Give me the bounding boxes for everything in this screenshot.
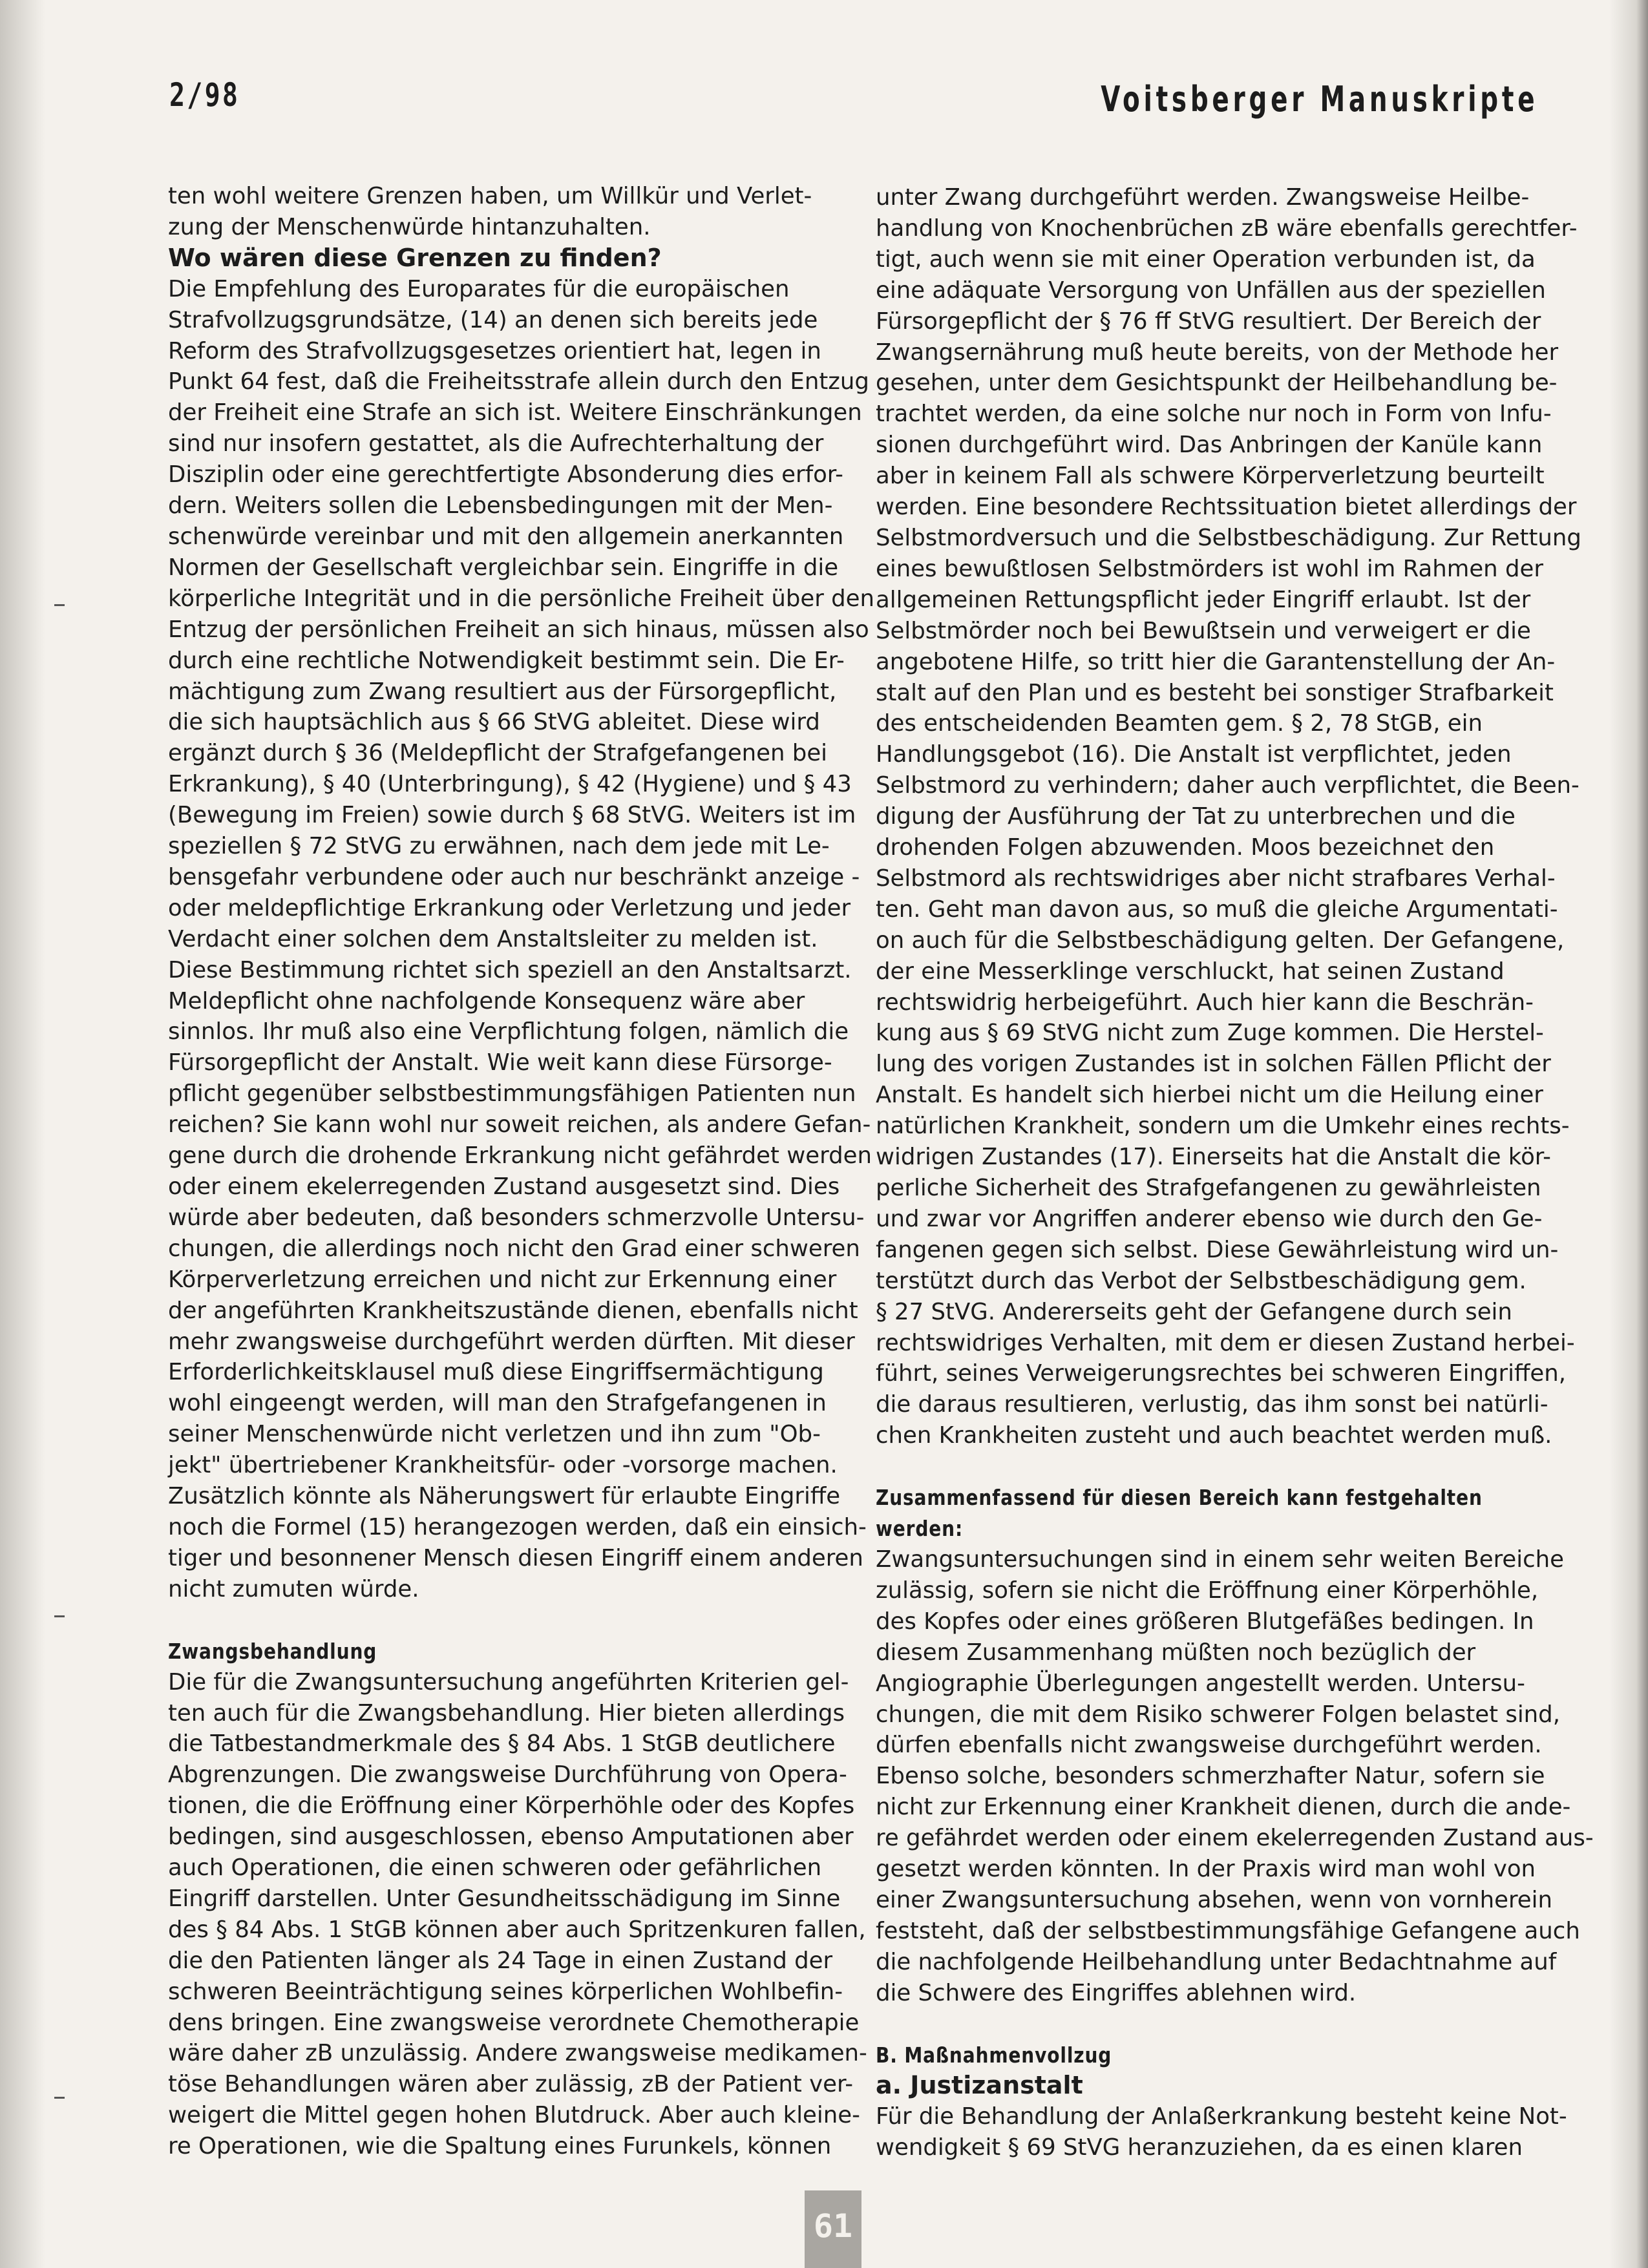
section-heading-massnahmenvollzug: B. Maßnahmenvollzug	[876, 2042, 1112, 2068]
journal-title: Voitsberger Manuskripte	[1100, 79, 1538, 120]
text-line: die Tatbestandmerkmale des § 84 Abs. 1 StGB deutlichere	[168, 1730, 836, 1758]
text-line: Selbstmord zu verhindern; daher auch verpflichtet, die Been-	[876, 772, 1579, 799]
intro-text	[168, 181, 818, 243]
margin-mark	[54, 2097, 65, 2099]
text-line: widrigen Zustandes (17). Einerseits hat die Anstalt die kör-	[876, 1144, 1551, 1171]
text-line: Verdacht einer solchen dem Anstaltsleiter zu melden ist.	[168, 925, 818, 952]
text-line: dern. Weiters sollen die Lebensbedingungen mit der Men-	[168, 492, 833, 520]
text-line: würde aber bedeuten, daß besonders schmerzvolle Untersu-	[168, 1204, 865, 1231]
text-line: pflicht gegenüber selbstbestimmungsfähigen Patienten nun	[168, 1080, 856, 1108]
text-line: werden. Eine besondere Rechtssituation bietet allerdings der	[876, 494, 1577, 521]
text-line: sind nur insofern gestattet, als die Aufrechterhaltung der	[168, 430, 824, 457]
text-line: Ebenso solche, besonders schmerzhafter Natur, sofern sie	[876, 1763, 1545, 1790]
issue-number: 2/98	[169, 76, 240, 114]
left-column	[168, 181, 874, 2162]
text-line: speziellen § 72 StVG zu erwähnen, nach dem jede mit Le-	[168, 833, 830, 860]
page-gutter-shadow	[0, 0, 45, 2268]
paragraph-zwangsbehandlung	[168, 1667, 867, 2163]
text-line: sionen durchgeführt wird. Das Anbringen der Kanüle kann	[876, 432, 1543, 459]
text-line: mächtigung zum Zwang resultiert aus der Fürsorgepflicht,	[168, 678, 837, 705]
summary-heading	[876, 1482, 1522, 1544]
text-line: jekt" übertriebener Krankheitsfür- oder -vorsorge machen.	[168, 1452, 838, 1479]
text-line: angebotene Hilfe, so tritt hier die Garantenstellung der An-	[876, 648, 1556, 675]
text-line: tiger und besonnener Mensch diesen Eingriff einem anderen	[168, 1544, 863, 1571]
text-line: Eingriff darstellen. Unter Gesundheitsschädigung im Sinne	[168, 1885, 841, 1912]
text-line: Zwangsuntersuchungen sind in einem sehr weiten Bereiche	[876, 1546, 1564, 1573]
text-line: tionen, die die Eröffnung einer Körperhöhle oder des Kopfes	[168, 1792, 855, 1820]
subheading-grenzen: Wo wären diese Grenzen zu finden?	[168, 243, 662, 272]
text-line: töse Behandlungen wären aber zulässig, zB der Patient ver-	[168, 2071, 854, 2098]
text-line: bedingen, sind ausgeschlossen, ebenso Amputationen aber	[168, 1823, 854, 1851]
text-line: der angeführten Krankheitszustände dienen, ebenfalls nicht	[168, 1297, 858, 1324]
paragraph-justizanstalt	[876, 2101, 1567, 2163]
right-column	[876, 182, 1594, 2163]
text-line: weigert die Mittel gegen hohen Blutdruck. Aber auch kleine-	[168, 2102, 860, 2129]
text-line: Strafvollzugsgrundsätze, (14) an denen sich bereits jede	[168, 306, 818, 333]
text-line: ten wohl weitere Grenzen haben, um Willkür und Verlet-	[168, 183, 812, 209]
text-line: Normen der Gesellschaft vergleichbar sein. Eingriffe in die	[168, 554, 839, 581]
paragraph-zwang	[876, 182, 1581, 1451]
text-line: Entzug der persönlichen Freiheit an sich hinaus, müssen also	[168, 616, 869, 643]
text-line: Diese Bestimmung richtet sich speziell an den Anstaltsarzt.	[168, 956, 852, 983]
text-line: eine adäquate Versorgung von Unfällen aus der speziellen	[876, 277, 1546, 304]
text-line: on auch für die Selbstbeschädigung gelten. Der Gefangene,	[876, 927, 1565, 954]
text-line: Körperverletzung erreichen und nicht zur Erkennung einer	[168, 1266, 837, 1293]
text-line: lung des vorigen Zustandes ist in solchen Fällen Pflicht der	[876, 1051, 1551, 1078]
text-line: Zusätzlich könnte als Näherungswert für erlaubte Eingriffe	[168, 1483, 841, 1510]
text-line: Reform des Strafvollzugsgesetzes orientiert hat, legen in	[168, 337, 821, 364]
text-line: einer Zwangsuntersuchung absehen, wenn von vornherein	[876, 1886, 1553, 1913]
text-line: Erkrankung), § 40 (Unterbringung), § 42 (Hygiene) und § 43	[168, 771, 852, 798]
text-line: diesem Zusammenhang müßten noch bezüglich der	[876, 1639, 1476, 1666]
text-line: wäre daher zB unzulässig. Andere zwangsweise medikamen-	[168, 2040, 867, 2067]
text-line: dens bringen. Eine zwangsweise verordnete Chemotherapie	[168, 2009, 860, 2036]
text-line: noch die Formel (15) herangezogen werden, daß ein einsich-	[168, 1513, 867, 1540]
margin-mark	[54, 604, 65, 606]
text-line: die daraus resultieren, verlustig, das ihm sonst bei natürli-	[876, 1391, 1548, 1418]
text-line: fangenen gegen sich selbst. Diese Gewährleistung wird un-	[876, 1236, 1559, 1263]
text-line: gene durch die drohende Erkrankung nicht gefährdet werden	[168, 1142, 872, 1170]
text-line: ergänzt durch § 36 (Meldepflicht der Strafgefangenen bei	[168, 740, 828, 767]
text-line: die den Patienten länger als 24 Tage in einen Zustand der	[168, 1947, 833, 1974]
page-number: 61	[805, 2190, 861, 2268]
text-line: und zwar vor Angriffen anderer ebenso wie durch den Ge-	[876, 1205, 1543, 1232]
margin-mark	[54, 1615, 65, 1617]
text-line: wendigkeit § 69 StVG heranzuziehen, da es einen klaren	[876, 2134, 1523, 2161]
text-line: Fürsorgepflicht der Anstalt. Wie weit kann diese Fürsorge-	[168, 1049, 832, 1076]
text-line: Selbstmordversuch und die Selbstbeschädigung. Zur Rettung	[876, 524, 1581, 551]
text-line: § 27 StVG. Andererseits geht der Gefangene durch sein	[876, 1298, 1512, 1325]
text-line: führt, seines Verweigerungsrechtes bei schweren Eingriffen,	[876, 1360, 1567, 1387]
text-line: Handlungsgebot (16). Die Anstalt ist verpflichtet, jeden	[876, 741, 1512, 768]
text-line: Selbstmörder noch bei Bewußtsein und verweigert er die	[876, 617, 1531, 644]
text-line: aber in keinem Fall als schwere Körperverletzung beurteilt	[876, 463, 1545, 490]
text-line: die sich hauptsächlich aus § 66 StVG ableitet. Diese wird	[168, 709, 820, 736]
text-line: oder einem ekelerregenden Zustand ausgesetzt sind. Dies	[168, 1173, 840, 1200]
text-line: terstützt durch das Verbot der Selbstbeschädigung gem.	[876, 1267, 1527, 1294]
text-line: Für die Behandlung der Anlaßerkrankung besteht keine Not-	[876, 2103, 1567, 2130]
text-line: nicht zur Erkennung einer Krankheit dienen, durch die ande-	[876, 1794, 1571, 1821]
text-line: ten auch für die Zwangsbehandlung. Hier bieten allerdings	[168, 1699, 845, 1727]
text-line: körperliche Integrität und in die persönliche Freiheit über den	[168, 585, 874, 612]
text-line: Fürsorgepflicht der § 76 ff StVG resultiert. Der Bereich der	[876, 308, 1541, 335]
text-line: der eine Messerklinge verschluckt, hat seinen Zustand	[876, 958, 1505, 985]
text-line: sinnlos. Ihr muß also eine Verpflichtung folgen, nämlich die	[168, 1018, 849, 1045]
text-line: chungen, die mit dem Risiko schwerer Folgen belastet sind,	[876, 1701, 1561, 1728]
text-line: des entscheidenden Beamten gem. § 2, 78 StGB, ein	[876, 710, 1483, 737]
text-line: chungen, die allerdings noch nicht den Grad einer schweren	[168, 1235, 860, 1262]
text-line: gesetzt werden könnten. In der Praxis wird man wohl von	[876, 1856, 1536, 1883]
text-line: rechtswidrig herbeigeführt. Auch hier kann die Beschrän-	[876, 989, 1534, 1016]
text-line: auch Operationen, die einen schweren oder gefährlichen	[168, 1854, 822, 1882]
paragraph-summary	[876, 1544, 1594, 2009]
text-line: feststeht, daß der selbstbestimmungsfähige Gefangene auch	[876, 1917, 1580, 1944]
text-line: re Operationen, wie die Spaltung eines Furunkels, können	[168, 2133, 832, 2160]
subsection-heading-justizanstalt: a. Justizanstalt	[876, 2071, 1083, 2100]
text-line: des § 84 Abs. 1 StGB können aber auch Spritzenkuren fallen,	[168, 1916, 866, 1943]
text-line: trachtet werden, da eine solche nur noch in Form von Infu-	[876, 401, 1552, 428]
text-line: drohenden Folgen abzuwenden. Moos bezeichnet den	[876, 834, 1495, 861]
text-line: der Freiheit eine Strafe an sich ist. Weitere Einschränkungen	[168, 399, 862, 426]
text-line: oder meldepflichtige Erkrankung oder Verletzung und jeder	[168, 894, 851, 921]
text-line: eines bewußtlosen Selbstmörders ist wohl im Rahmen der	[876, 555, 1543, 582]
text-line: zung der Menschenwürde hintanzuhalten.	[168, 213, 651, 240]
text-line: Angiographie Überlegungen angestellt werden. Untersu-	[876, 1670, 1525, 1697]
text-line: digung der Ausführung der Tat zu unterbrechen und die	[876, 803, 1516, 830]
text-line: des Kopfes oder eines größeren Blutgefäßes bedingen. In	[876, 1608, 1534, 1635]
text-line: Punkt 64 fest, daß die Freiheitsstrafe allein durch den Entzug	[168, 368, 869, 395]
text-line: Abgrenzungen. Die zwangsweise Durchführung von Opera-	[168, 1761, 847, 1789]
text-line: kung aus § 69 StVG nicht zum Zuge kommen. Die Herstel-	[876, 1020, 1544, 1047]
text-line: die nachfolgende Heilbehandlung unter Bedachtnahme auf	[876, 1948, 1557, 1975]
text-line: bensgefahr verbundene oder auch nur beschränkt anzeige -	[168, 863, 860, 890]
spacer	[876, 1451, 1522, 1482]
text-line: allgemeinen Rettungspflicht jeder Eingriff erlaubt. Ist der	[876, 586, 1531, 613]
text-line: Meldepflicht ohne nachfolgende Konsequenz wäre aber	[168, 987, 805, 1014]
text-line: (Bewegung im Freien) sowie durch § 68 StVG. Weiters ist im	[168, 802, 856, 829]
text-line: rechtswidriges Verhalten, mit dem er diesen Zustand herbei-	[876, 1329, 1575, 1356]
text-line: natürlichen Krankheit, sondern um die Umkehr eines rechts-	[876, 1113, 1570, 1140]
text-line: Die Empfehlung des Europarates für die europäischen	[168, 275, 790, 302]
text-line: zulässig, sofern sie nicht die Eröffnung einer Körperhöhle,	[876, 1577, 1539, 1604]
text-line: unter Zwang durchgeführt werden. Zwangsweise Heilbe-	[876, 184, 1530, 211]
text-line: Erforderlichkeitsklausel muß diese Eingriffsermächtigung	[168, 1359, 824, 1386]
page-edge	[1609, 0, 1648, 2268]
text-line: seiner Menschenwürde nicht verletzen und ihn zum "Ob-	[168, 1421, 821, 1448]
text-line: durch eine rechtliche Notwendigkeit bestimmt sein. Die Er-	[168, 647, 845, 674]
text-line: Disziplin oder eine gerechtfertigte Absonderung dies erfor-	[168, 461, 843, 488]
text-line: reichen? Sie kann wohl nur soweit reichen, als andere Gefan-	[168, 1111, 871, 1139]
text-line: wohl eingeengt werden, will man den Strafgefangenen in	[168, 1390, 827, 1417]
text-line: Die für die Zwangsuntersuchung angeführten Kriterien gel-	[168, 1668, 849, 1696]
text-line: Zusammenfassend für diesen Bereich kann festgehalten	[876, 1485, 1483, 1511]
text-line: tigt, auch wenn sie mit einer Operation verbunden ist, da	[876, 246, 1536, 273]
text-line: werden:	[876, 1516, 964, 1542]
text-line: ten. Geht man davon aus, so muß die gleiche Argumentati-	[876, 896, 1558, 923]
paragraph-europarat	[168, 274, 874, 1605]
text-line: gesehen, unter dem Gesichtspunkt der Heilbehandlung be-	[876, 370, 1558, 397]
text-line: nicht zumuten würde.	[168, 1575, 419, 1602]
text-line: die Schwere des Eingriffes ablehnen wird.	[876, 1979, 1357, 2006]
text-line: re gefährdet werden oder einem ekelerregenden Zustand aus-	[876, 1825, 1594, 1852]
text-line: chen Krankheiten zusteht und auch beachtet werden muß.	[876, 1422, 1552, 1449]
text-line: stalt auf den Plan und es besteht bei sonstiger Strafbarkeit	[876, 679, 1554, 706]
text-line: Zwangsernährung muß heute bereits, von der Methode her	[876, 339, 1559, 366]
text-line: perliche Sicherheit des Strafgefangenen zu gewährleisten	[876, 1175, 1541, 1201]
text-line: schweren Beeinträchtigung seines körperlichen Wohlbefin-	[168, 1978, 843, 2005]
subheading-zwangsbehandlung: Zwangsbehandlung	[168, 1638, 377, 1664]
text-line: mehr zwangsweise durchgeführt werden dürften. Mit dieser	[168, 1328, 855, 1355]
text-line: Anstalt. Es handelt sich hierbei nicht um die Heilung einer	[876, 1082, 1543, 1109]
text-line: handlung von Knochenbrüchen zB wäre ebenfalls gerechtfer-	[876, 215, 1578, 242]
spacer	[168, 1605, 818, 1636]
text-line: schenwürde vereinbar und mit den allgemein anerkannten	[168, 523, 844, 550]
spacer	[876, 2009, 1522, 2040]
text-line: Selbstmord als rechtswidriges aber nicht strafbares Verhal-	[876, 865, 1556, 892]
text-line: dürfen ebenfalls nicht zwangsweise durchgeführt werden.	[876, 1732, 1542, 1759]
